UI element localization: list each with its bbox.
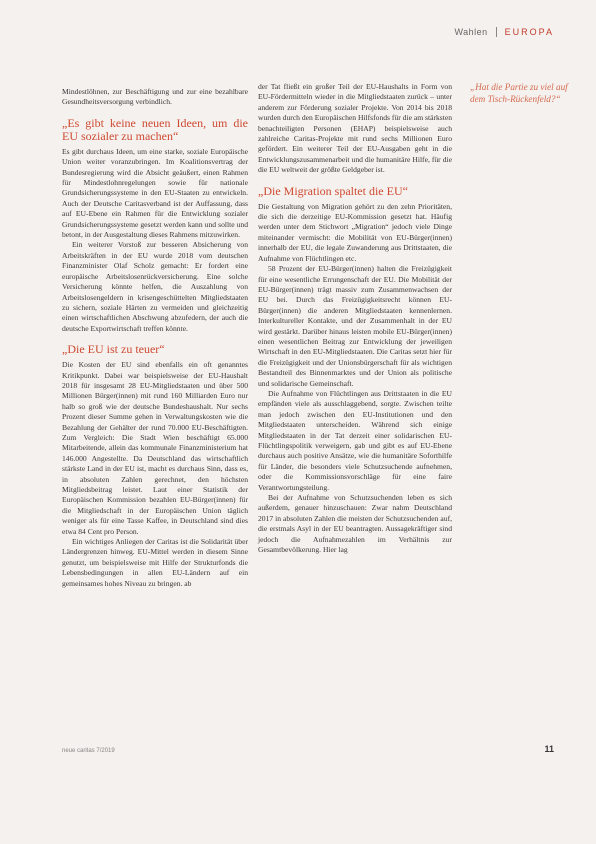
- paragraph: Es gibt durchaus Ideen, um eine starke, soziale Europäische Union weiter voranzubringen. Im Koalitionsvertrag der Bundesregierung wird die Absicht geäußert, einen Rahmen für Mindestlohnregelungen sowie für nationale Grundsicherungssysteme in den EU-Staaten zu entwickeln. Auch der Deutsche Caritasverband ist der Auffassung, dass auf EU-Ebene ein Rahmen für die Entwicklung sozialer Grundsicherungssysteme gesetzt werden kann und sollte und betont, in der Ausgestaltung dieses Rahmens mitzuwirken.: [62, 146, 248, 240]
- header-section: EUROPA: [496, 27, 554, 37]
- section-heading: „Es gibt keine neuen Ideen, um die EU sozialer zu machen“: [62, 115, 248, 143]
- paragraph: 58 Prozent der EU-Bürger(innen) halten die Freizügigkeit für eine wesentliche Errungenschaft der EU. Die Mobilität der EU-Bürger(innen) trägt massiv zum Zusammenwachsen der EU bei. Durch das Freizügigkeitsrecht können EU-Bürger(innen) die anderen Mitgliedstaaten kennenlernen. Interkultureller Kontakte, und der Zusammenhalt in der EU wird gestärkt. Darüber hinaus leisten mobile EU-Bürger(innen) einen wesentlichen Beitrag zur Entwicklung der jeweiligen Wirtschaft in den EU-Mitgliedstaaten. Die Caritas setzt hier für die Freizügigkeit und der Unionsbürgerschaft für als wichtigen Bestandteil des Binnenmarktes und der Union als politische und solidarische Gemeinschaft.: [258, 264, 452, 388]
- paragraph: Bei der Aufnahme von Schutzsuchenden leben es sich außerdem, genauer hinzuschauen: Zwar nahm Deutschland 2017 in absoluten Zahlen die meisten der Schutzsuchenden auf, die erstmals Asyl in der EU beantragten. Aussagekräftiger sind jedoch die Aufnahmezahlen im Verhältnis zur Gesamtbevölkerung. Hier lag: [258, 493, 452, 555]
- paragraph: der Tat fließt ein großer Teil der EU-Haushalts in Form von EU-Fördermitteln wieder in die Mitgliedstaaten zurück – unter anderem zur Förderung sozialer Projekte. Von 2014 bis 2018 wurden durch den Europäischen Hilfsfonds für die am stärksten benachteiligten Personen (EHAP) beispielsweise auch zahlreiche Caritas-Projekte mit rund sechs Millionen Euro gefördert. Ein weiterer Teil der EU-Ausgaben geht in die Entwicklungszusammenarbeit und die humanitäre Hilfe, für die die EU weltweit der größte Geldgeber ist.: [258, 82, 453, 175]
- paragraph: Ein weiterer Vorstoß zur besseren Absicherung von Arbeitskräften in der EU wurde 2018 vom deutschen Finanzminister Olaf Scholz gemacht: Er fordert eine europäische Arbeitslosenrückversicherung. Eine solche Versicherung könnte helfen, die Auszahlung von Arbeitslosengeldern in krisengeschüttelten Mitgliedstaaten zu sichern, soziale Härten zu vermeiden und gleichzeitig einen wirtschaftlichen Abschwung abzufedern, der auch die deutsche Exportwirtschaft treffen könnte.: [62, 240, 248, 333]
- paragraph: Die Kosten der EU sind ebenfalls ein oft genanntes Kritikpunkt. Dabei war beispielsweise der EU-Haushalt 2018 für insgesamt 28 EU-Mitgliedstaaten und über 500 Millionen Bürger(innen) mit rund 160 Milliarden Euro nur halb so groß wie der deutsche Bundeshaushalt. Nur sechs Prozent dieser Summe gehen in Verwaltungskosten wie die Bezahlung der Gehälter der rund 70.000 EU-Beschäftigten. Zum Vergleich: Die Stadt Wien beschäftigt 65.000 Mitarbeitende, allein das kommunale Finanzministerium hat 146.000 Angestellte. Da Deutschland das wirtschaftlich stärkste Land in der EU ist, macht es durchaus Sinn, dass es, in absoluten Zahlen gerechnet, den höchsten Mitgliedsbeitrag leistet. Laut einer Statistik der Europäischen Kommission bezahlen EU-Bürger(innen) für die Mitgliedschaft in der Europäischen Union täglich weniger als für eine Tasse Kaffee, in Deutschland sind dies etwa 84 Cent pro Person.: [62, 360, 248, 536]
- header-label: Wahlen: [454, 27, 488, 37]
- footer-publication: neue caritas 7/2019: [62, 748, 115, 754]
- pull-quote: „Hat die Partie zu viel auf dem Tisch-Rückenfeld?“: [470, 82, 568, 104]
- paragraph: Mindestlöhnen, zur Beschäftigung und zur eine bezahlbare Gesundheitsversorgung verbindlich.: [62, 87, 248, 107]
- paragraph: Die Gestaltung von Migration gehört zu den zehn Prioritäten, die sich die derzeitige EU-Kommission gesetzt hat. Häufig werden unter dem Stichwort „Migration“ jedoch viele Dinge miteinander vermischt: die Mobilität von EU-Bürger(innen) innerhalb der EU, die legale Zuwanderung aus Drittstaaten, die Aufnahme von Flüchtlingen etc.: [258, 201, 452, 263]
- section-heading: „Die Migration spaltet die EU“: [258, 183, 408, 198]
- column-left: [62, 87, 248, 589]
- running-header: [454, 27, 554, 37]
- paragraph: Ein wichtiges Anliegen der Caritas ist die Solidarität über Ländergrenzen hinweg. EU-Mittel werden in diesem Sinne genutzt, um beispielsweise mit Hilfe der Strukturfonds die Lebensbedingungen in allen EU-Ländern auf ein gemeinsames hohes Niveau zu bringen. ab: [62, 537, 248, 588]
- paragraph: Die Aufnahme von Flüchtlingen aus Drittstaaten in die EU empfänden viele als ausschlaggebend, sorgte. Zwischen teilte man jedoch zwischen den EU-Institutionen und den Mitgliedstaaten unterscheiden. Während sich einige Mitgliedstaaten in der Tat derzeit einer solidarischen EU-Flüchtlingspolitik verweigern, gab und gibt es auf EU-Ebene durchaus auch positive Ansätze, wie die humanitäre Soforthilfe für Länder, die besonders viele Schutzsuchende aufnehmen, oder die Kommissionsvorschläge für eine faire Verantwortungsteilung.: [258, 388, 452, 492]
- page-number: 11: [544, 744, 554, 754]
- column-middle: [258, 82, 452, 555]
- section-heading: „Die EU ist zu teuer“: [62, 342, 165, 357]
